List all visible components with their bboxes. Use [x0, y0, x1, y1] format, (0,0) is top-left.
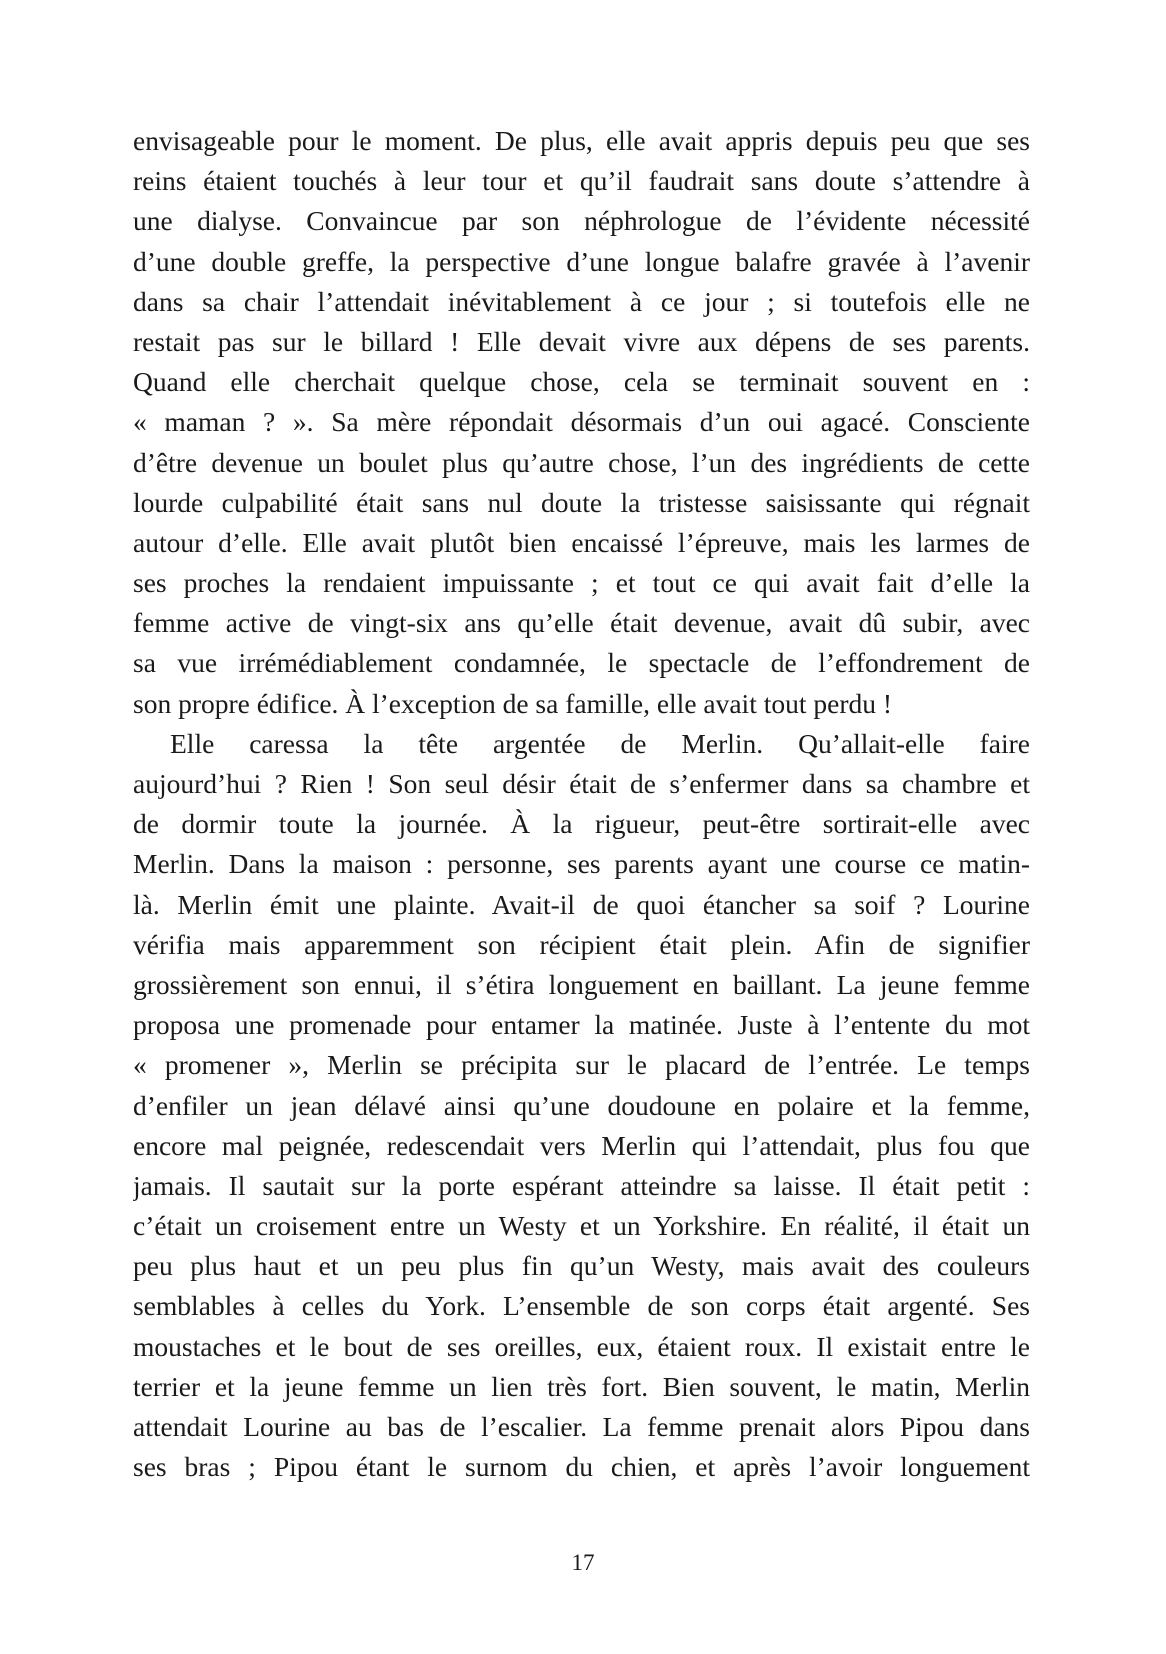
text-line: envisageable pour le moment. De plus, elle avait appris depuis peu que ses	[133, 125, 1030, 156]
text-line: femme active de vingt-six ans qu’elle était devenue, avait dû subir, avec	[133, 607, 1030, 639]
text-line: dans sa chair l’attendait inévitablement à ce jour ; si toutefois elle ne	[133, 285, 1030, 317]
text-line: reins étaient touchés à leur tour et qu’il faudrait sans doute s’attendre à	[133, 165, 1030, 197]
text-line: restait pas sur le billard ! Elle devait vivre aux dépens de ses parents.	[133, 325, 1030, 357]
text-line: d’une double greffe, la perspective d’une longue balafre gravée à l’avenir	[133, 245, 1030, 277]
text-line: Quand elle cherchait quelque chose, cela se terminait souvent en :	[133, 366, 1030, 398]
text-line: aujourd’hui ? Rien ! Son seul désir était de s’enfermer dans sa chambre et	[133, 768, 1030, 799]
text-line: « maman ? ». Sa mère répondait désormais d’un oui agacé. Consciente	[133, 406, 1030, 438]
page-number: 17	[571, 1550, 595, 1575]
text-line: d’enfiler un jean délavé ainsi qu’une doudoune en polaire et la femme,	[133, 1089, 1030, 1121]
text-line: terrier et la jeune femme un lien très fort. Bien souvent, le matin, Merlin	[133, 1370, 1030, 1402]
text-line: lourde culpabilité était sans nul doute la tristesse saisissante qui régnait	[133, 486, 1030, 518]
text-line: son propre édifice. À l’exception de sa famille, elle avait tout perdu !	[133, 687, 893, 719]
body-text	[133, 121, 1030, 1487]
text-line: peu plus haut et un peu plus fin qu’un Westy, mais avait des couleurs	[133, 1250, 1030, 1282]
text-line: proposa une promenade pour entamer la matinée. Juste à l’entente du mot	[133, 1009, 1030, 1041]
text-line: moustaches et le bout de ses oreilles, eux, étaient roux. Il existait entre le	[133, 1330, 1030, 1362]
text-line: vérifia mais apparemment son récipient était plein. Afin de signifier	[133, 928, 1030, 960]
text-line: semblables à celles du York. L’ensemble de son corps était argenté. Ses	[133, 1290, 1030, 1322]
text-line: Merlin. Dans la maison : personne, ses parents ayant une course ce matin-	[133, 848, 1030, 880]
text-line: attendait Lourine au bas de l’escalier. La femme prenait alors Pipou dans	[133, 1411, 1030, 1442]
text-line: une dialyse. Convaincue par son néphrologue de l’évidente nécessité	[133, 205, 1030, 237]
text-line: de dormir toute la journée. À la rigueur, peut-être sortirait-elle avec	[133, 808, 1030, 840]
text-line: encore mal peignée, redescendait vers Merlin qui l’attendait, plus fou que	[133, 1129, 1030, 1161]
text-line: ses bras ; Pipou étant le surnom du chien, et après l’avoir longuement	[133, 1451, 1030, 1483]
text-line: c’était un croisement entre un Westy et un Yorkshire. En réalité, il était un	[133, 1210, 1030, 1242]
text-line: là. Merlin émit une plainte. Avait-il de quoi étancher sa soif ? Lourine	[133, 888, 1030, 920]
text-line: autour d’elle. Elle avait plutôt bien encaissé l’épreuve, mais les larmes de	[133, 526, 1030, 558]
text-line: grossièrement son ennui, il s’étira longuement en baillant. La jeune femme	[133, 968, 1030, 1000]
text-line: jamais. Il sautait sur la porte espérant atteindre sa laisse. Il était petit :	[133, 1169, 1030, 1201]
text-line: d’être devenue un boulet plus qu’autre chose, l’un des ingrédients de cette	[133, 446, 1030, 478]
text-line: Elle caressa la tête argentée de Merlin. Qu’allait-elle faire	[170, 727, 1030, 759]
text-line: « promener », Merlin se précipita sur le placard de l’entrée. Le temps	[133, 1049, 1030, 1081]
text-line: ses proches la rendaient impuissante ; et tout ce qui avait fait d’elle la	[133, 567, 1030, 599]
text-line: sa vue irrémédiablement condamnée, le spectacle de l’effondrement de	[133, 647, 1030, 679]
